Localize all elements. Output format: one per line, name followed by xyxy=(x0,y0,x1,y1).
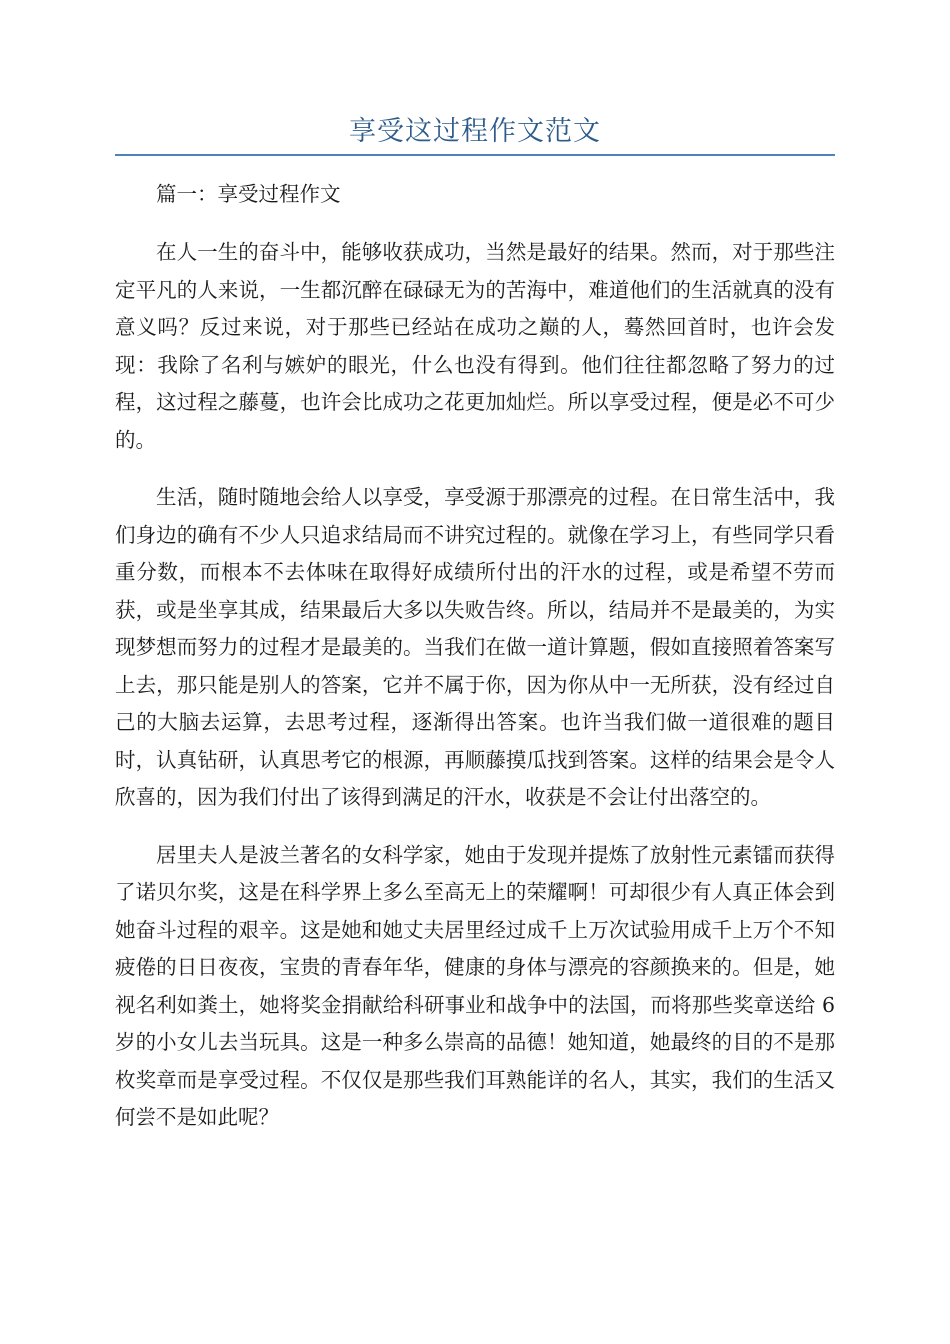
paragraph-1: 在人一生的奋斗中，能够收获成功，当然是最好的结果。然而，对于那些注定平凡的人来说，一生都沉醉在碌碌无为的苦海中，难道他们的生活就真的没有意义吗？反过来说，对于那些已经站在成功之巅的人，蓦然回首时，也许会发现：我除了名利与嫉妒的眼光，什么也没有得到。他们往往都忽略了努力的过程，这过程之藤蔓，也许会比成功之花更加灿烂。所以享受过程，便是必不可少的。 xyxy=(115,240,835,452)
document-title: 享受这过程作文范文 xyxy=(349,116,601,147)
paragraph-2: 生活，随时随地会给人以享受，享受源于那漂亮的过程。在日常生活中，我们身边的确有不少人只追求结局而不讲究过程的。就像在学习上，有些同学只看重分数，而根本不去体味在取得好成绩所付出的汗水的过程，或是希望不劳而获，或是坐享其成，结果最后大多以失败告终。所以，结局并不是最美的，为实现梦想而努力的过程才是最美的。当我们在做一道计算题，假如直接照着答案写上去，那只能是别人的答案，它并不属于你，因为你从中一无所获，没有经过自己的大脑去运算，去思考过程，逐渐得出答案。也许当我们做一道很难的题目时，认真钻研，认真思考它的根源，再顺藤摸瓜找到答案。这样的结果会是令人欣喜的，因为我们付出了该得到满足的汗水，收获是不会让付出落空的。 xyxy=(115,485,835,809)
section-heading: 篇一：享受过程作文 xyxy=(156,182,341,206)
paragraph-3: 居里夫人是波兰著名的女科学家，她由于发现并提炼了放射性元素镭而获得了诺贝尔奖，这是在科学界上多么至高无上的荣耀啊！可却很少有人真正体会到她奋斗过程的艰辛。这是她和她丈夫居里经过成千上万次试验用成千上万个不知疲倦的日日夜夜，宝贵的青春年华，健康的身体与漂亮的容颜换来的。但是，她视名利如粪土，她将奖金捐献给科研事业和战争中的法国，而将那些奖章送给 6 岁的小女儿去当玩具。这是一种多么崇高的品德！她知道，她最终的目的不是那枚奖章而是享受过程。不仅仅是那些我们耳熟能详的名人，其实，我们的生活又何尝不是如此呢？ xyxy=(115,842,835,1129)
document-body xyxy=(115,174,835,1137)
title-underline xyxy=(115,154,835,156)
